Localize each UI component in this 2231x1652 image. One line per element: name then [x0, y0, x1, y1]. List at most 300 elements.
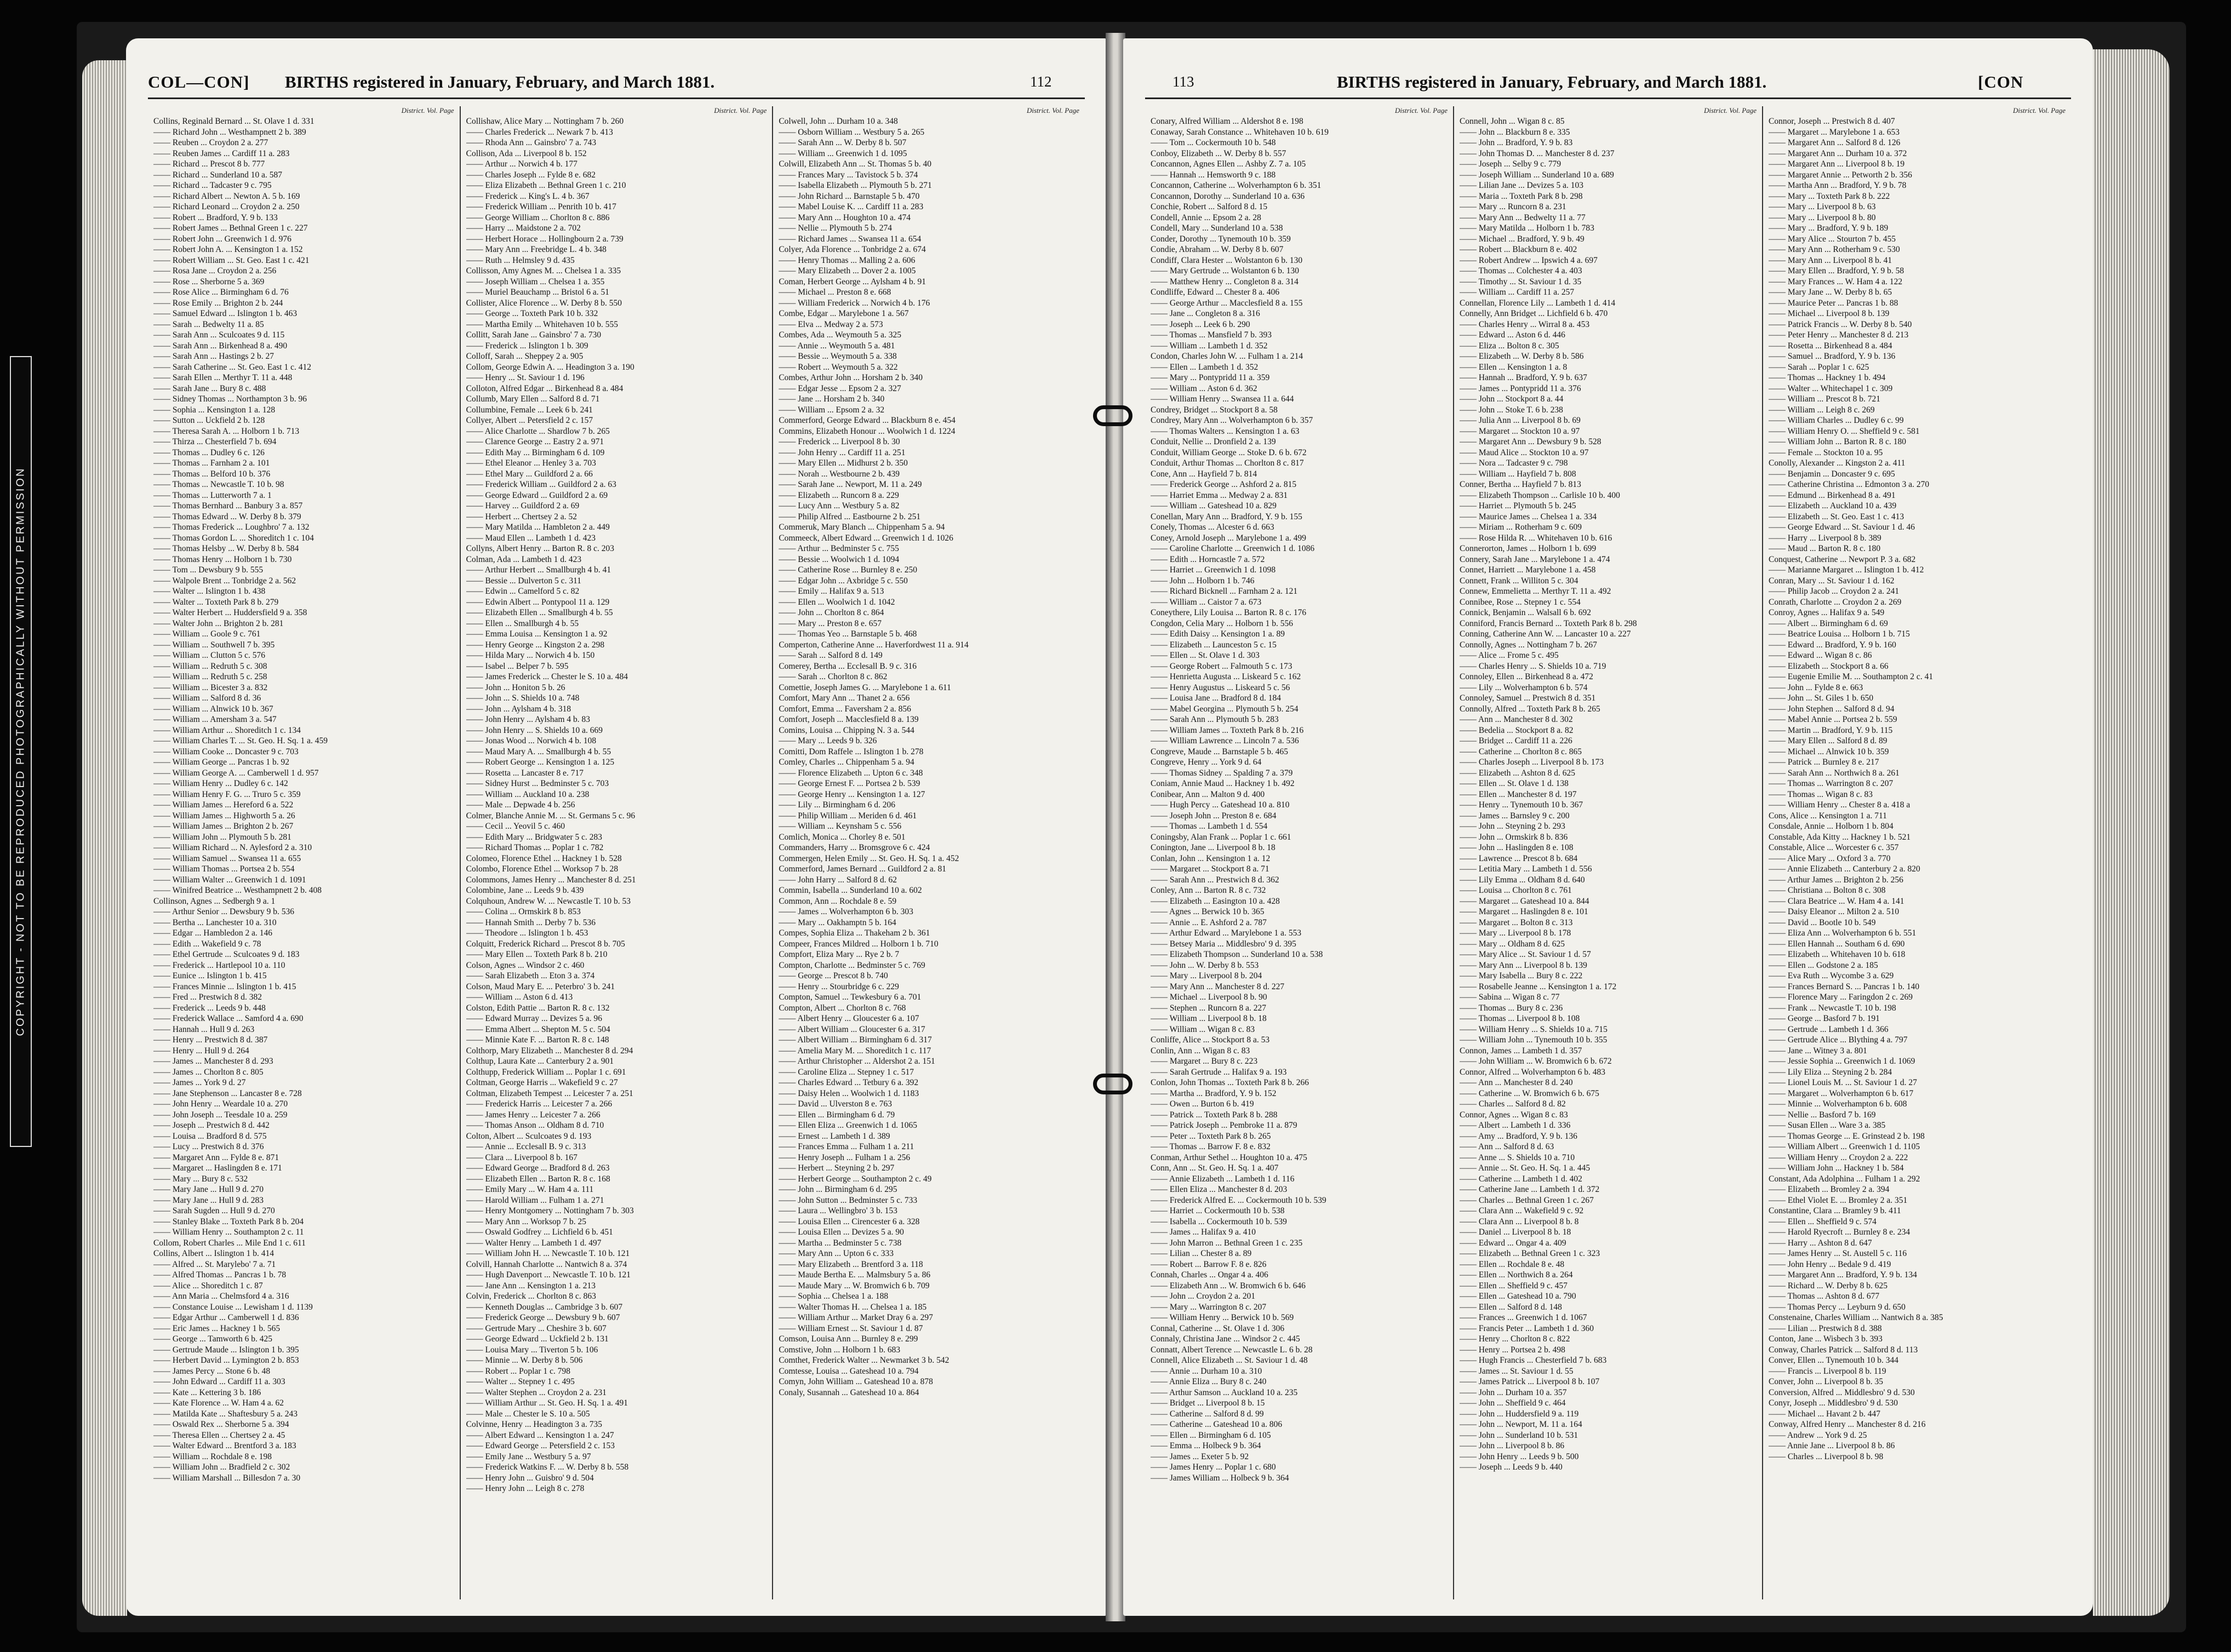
register-entry: —— William George ... Pancras 1 b. 92 — [153, 758, 290, 767]
register-entry: —— Thomas ... Lutterworth 7 a. 1 — [153, 490, 272, 500]
register-entry: —— Charles ... Liverpool 8 b. 98 — [1769, 1452, 1884, 1461]
register-entry: Connett, Frank ... Williton 5 c. 304 — [1460, 576, 1578, 586]
register-entry: Conman, Arthur Sethel ... Houghton 10 a. 475 — [1151, 1152, 1307, 1162]
register-entry: —— William ... Southwell 7 b. 395 — [153, 640, 275, 650]
register-entry: —— Lionel Louis M. ... St. Saviour 1 d. 27 — [1769, 1078, 1917, 1087]
register-entry: —— William ... Greenwich 1 d. 1095 — [779, 148, 907, 158]
right-column-1 — [1145, 106, 1454, 1599]
register-entry: —— Ellen ... Northwich 8 a. 264 — [1460, 1270, 1573, 1280]
register-entry: —— Lily ... Birmingham 6 d. 206 — [779, 800, 896, 810]
register-entry: —— Hannah ... Hemsworth 9 c. 188 — [1151, 170, 1276, 180]
register-entry: —— William Walter ... Greenwich 1 d. 1091 — [153, 875, 306, 885]
register-entry: —— William ... Redruth 5 c. 258 — [153, 672, 267, 681]
register-entry: —— Mary Gertrude ... Wolstanton 6 b. 130 — [1151, 266, 1299, 276]
register-entry: Constenaine, Charles William ... Nantwich 8 a. 385 — [1769, 1313, 1943, 1322]
register-entry: Connery, Sarah Jane ... Marylebone 1 a. 474 — [1460, 554, 1610, 564]
register-entry: —— Frederick ... Liverpool 8 b. 30 — [779, 437, 900, 446]
register-entry: —— Frederick George ... Ashford 2 a. 815 — [1151, 480, 1297, 489]
register-entry: —— Henry ... Stourbridge 6 c. 229 — [779, 982, 899, 991]
register-entry: —— Sophia ... Chelsea 1 a. 188 — [779, 1292, 889, 1301]
register-entry: —— Samuel ... Bradford, Y. 9 b. 136 — [1769, 352, 1896, 361]
register-entry: —— George Arthur ... Macclesfield 8 a. 155 — [1151, 298, 1303, 308]
register-entry: —— Rose Hilda R. ... Whitehaven 10 b. 616 — [1460, 533, 1612, 543]
register-entry: —— Emma ... Holbeck 9 b. 364 — [1151, 1441, 1261, 1450]
register-entry: —— Thomas Edward ... W. Derby 8 b. 379 — [153, 512, 301, 521]
register-entry: —— Edward ... Ongar 4 a. 409 — [1460, 1238, 1566, 1248]
register-entry: —— Elizabeth Thompson ... Sunderland 10 a. 538 — [1151, 950, 1323, 959]
register-entry: —— Richard Albert ... Newton A. 5 b. 169 — [153, 191, 300, 201]
register-entry: —— Mary Ann ... Liverpool 8 b. 139 — [1460, 960, 1587, 970]
register-entry: —— George Robert ... Falmouth 5 c. 173 — [1151, 661, 1292, 671]
register-entry: —— Elizabeth ... St. Geo. East 1 c. 413 — [1769, 512, 1904, 521]
register-entry: Compes, Sophia Eliza ... Thakeham 2 b. 361 — [779, 928, 930, 938]
register-entry: Conchie, Robert ... Salford 8 d. 15 — [1151, 202, 1268, 211]
register-entry: Conduit, William George ... Stoke D. 6 b. 672 — [1151, 448, 1307, 457]
register-entry: Conduit, Nellie ... Dronfield 2 a. 139 — [1151, 437, 1276, 446]
register-entry: —— Emma Louisa ... Kensington 1 a. 92 — [466, 629, 608, 639]
register-entry: Conner, Bertha ... Hayfield 7 b. 813 — [1460, 480, 1581, 489]
register-entry: —— Frances Bernard S. ... Pancras 1 b. 140 — [1769, 982, 1920, 991]
register-entry: —— Mary ... Runcorn 8 a. 231 — [1460, 202, 1566, 211]
register-entry: —— Edgar John ... Axbridge 5 c. 550 — [779, 576, 908, 586]
register-entry: —— John ... Fylde 8 e. 663 — [1769, 682, 1863, 692]
register-entry: —— Gertrude Mary ... Cheshire 3 b. 607 — [466, 1323, 607, 1333]
register-entry: —— Elizabeth ... Bethnal Green 1 c. 323 — [1460, 1249, 1600, 1258]
register-entry: —— Francis Peter ... Lambeth 1 d. 360 — [1460, 1323, 1594, 1333]
register-entry: —— George Edward ... St. Saviour 1 d. 46 — [1769, 523, 1915, 532]
register-entry: Connaly, Christina Jane ... Windsor 2 c. 445 — [1151, 1334, 1300, 1344]
register-entry: —— Arthur Samson ... Auckland 10 a. 235 — [1151, 1387, 1298, 1397]
register-entry: —— William ... Redruth 5 c. 308 — [153, 661, 267, 671]
register-entry: Collishaw, Alice Mary ... Nottingham 7 b. 260 — [466, 117, 624, 126]
register-entry: —— Hilda Mary ... Norwich 4 b. 150 — [466, 651, 595, 660]
register-entry: Combe, Edgar ... Marylebone 1 a. 567 — [779, 309, 909, 318]
register-entry: —— William Charles ... Dudley 6 c. 99 — [1769, 416, 1904, 425]
register-entry: —— John Marron ... Bethnal Green 1 c. 235 — [1151, 1238, 1303, 1248]
register-entry: —— Mary Alice ... Stourton 7 b. 455 — [1769, 234, 1896, 244]
register-entry: —— James Frederick ... Chester le S. 10 a. 484 — [466, 672, 628, 681]
register-entry: —— Herbert ... Steyning 2 b. 297 — [779, 1163, 895, 1173]
register-entry: —— Margaret ... Wolverhampton 6 b. 617 — [1769, 1088, 1914, 1098]
register-entry: Coltman, Elizabeth Tempest ... Leicester 7 a. 251 — [466, 1088, 633, 1098]
register-entry: —— Richard ... Sunderland 10 a. 587 — [153, 170, 283, 180]
register-entry: —— Annie ... Ecclesall B. 9 c. 313 — [466, 1142, 586, 1151]
register-entry: —— Minnie ... Wolverhampton 6 b. 608 — [1769, 1099, 1907, 1109]
register-entry: —— Mary Matilda ... Hambleton 2 a. 449 — [466, 523, 610, 532]
register-entry: —— Frances Mary ... Tavistock 5 b. 374 — [779, 170, 918, 180]
register-entry: —— James ... Halifax 9 a. 410 — [1151, 1227, 1256, 1237]
register-entry: —— Herbert George ... Southampton 2 c. 49 — [779, 1174, 932, 1184]
register-entry: Colman, Ada ... Lambeth 1 d. 423 — [466, 554, 582, 564]
register-entry: —— Ann Maria ... Chelmsford 4 a. 316 — [153, 1292, 289, 1301]
register-entry: Common, Ann ... Rochdale 8 e. 59 — [779, 896, 897, 906]
register-entry: —— James ... Wolverhampton 6 b. 303 — [779, 907, 913, 916]
register-entry: —— Hannah ... Hull 9 d. 263 — [153, 1024, 255, 1034]
register-entry: Condrey, Mary Ann ... Wolverhampton 6 b. 357 — [1151, 416, 1313, 425]
register-entry: —— Robert William ... St. Geo. East 1 c. 421 — [153, 255, 310, 265]
register-entry: —— Martha ... Bradford, Y. 9 b. 152 — [1151, 1088, 1277, 1098]
register-entry: —— Eliza Elizabeth ... Bethnal Green 1 c. 210 — [466, 181, 626, 190]
register-entry: —— William ... Lambeth 1 d. 352 — [1151, 341, 1268, 351]
register-entry: —— Edgar Jesse ... Epsom 2 a. 327 — [779, 383, 901, 393]
register-entry: —— Edgar Arthur ... Camberwell 1 d. 836 — [153, 1313, 299, 1322]
register-entry: —— Margaret Ann ... Salford 8 d. 126 — [1769, 138, 1901, 147]
register-entry: —— Benjamin ... Doncaster 9 c. 695 — [1769, 469, 1895, 479]
register-entry: —— Mary Matilda ... Holborn 1 b. 783 — [1460, 223, 1594, 233]
register-entry: Connolly, Agnes ... Nottingham 7 b. 267 — [1460, 640, 1597, 650]
register-entry: —— John ... Croydon 2 a. 201 — [1151, 1292, 1256, 1301]
register-entry: —— Mary Elizabeth ... Brentford 3 a. 118 — [779, 1259, 923, 1269]
register-entry: Comfort, Mary Ann ... Thanet 2 a. 656 — [779, 693, 910, 703]
register-entry: —— Clara Ann ... Wakefield 9 c. 92 — [1460, 1206, 1584, 1215]
register-entry: —— Annie ... Weymouth 5 a. 481 — [779, 341, 895, 351]
register-entry: —— Philip Alfred ... Eastbourne 2 b. 251 — [779, 512, 921, 521]
register-entry: —— Mary Ellen ... Salford 8 d. 89 — [1769, 736, 1887, 745]
register-entry: —— Kate Florence ... W. Ham 4 a. 62 — [153, 1398, 284, 1408]
register-entry: —— William ... Leigh 8 c. 269 — [1769, 405, 1875, 415]
register-entry: Concannon, Dorothy ... Sunderland 10 a. 636 — [1151, 191, 1305, 201]
register-entry: —— Albert Henry ... Gloucester 6 a. 107 — [779, 1014, 919, 1023]
register-entry: —— Ellen ... Godstone 2 a. 185 — [1769, 960, 1878, 970]
register-entry: —— William ... Amersham 3 a. 547 — [153, 715, 277, 724]
register-entry: —— Charles Henry ... S. Shields 10 a. 719 — [1460, 661, 1606, 671]
register-entry: —— Alice Mary ... Oxford 3 a. 770 — [1769, 853, 1891, 863]
register-entry: Commerford, James Bernard ... Guildford 2 a. 81 — [779, 864, 946, 874]
register-entry: —— Clarence George ... Eastry 2 a. 971 — [466, 437, 604, 446]
register-entry: —— Mary ... Liverpool 8 b. 178 — [1460, 928, 1571, 938]
register-entry: —— Thomas ... Mansfield 7 b. 393 — [1151, 330, 1272, 340]
register-entry: Coltman, George Harris ... Wakefield 9 c. 27 — [466, 1078, 618, 1087]
register-entry: —— Thomas ... Newcastle T. 10 b. 98 — [153, 480, 284, 489]
ring-icon — [1093, 1074, 1132, 1094]
register-entry: —— Bedelia ... Stockport 8 a. 82 — [1460, 725, 1574, 735]
register-entry: —— Hannah ... Bradford, Y. 9 b. 637 — [1460, 373, 1587, 382]
register-entry: Connick, Benjamin ... Walsall 6 b. 692 — [1460, 608, 1591, 617]
register-entry: —— Theodore ... Islington 1 b. 453 — [466, 928, 588, 938]
register-entry: —— Edward ... Wigan 8 c. 86 — [1769, 651, 1872, 660]
register-entry: —— Annie Eliza ... Bury 8 c. 240 — [1151, 1377, 1267, 1386]
register-entry: —— William James ... Hereford 6 a. 522 — [153, 800, 294, 810]
register-entry: —— William ... Alnwick 10 b. 367 — [153, 704, 273, 714]
register-entry: —— William John ... Tynemouth 10 b. 355 — [1460, 1035, 1608, 1045]
register-entry: —— John ... Honiton 5 b. 26 — [466, 682, 565, 692]
register-entry: —— John Stephen ... Salford 8 d. 94 — [1769, 704, 1895, 714]
register-entry: Colvinne, Henry ... Headington 3 a. 735 — [466, 1420, 603, 1429]
register-entry: —— Mary ... Bradford, Y. 9 b. 189 — [1769, 223, 1889, 233]
register-entry: —— Peter ... Toxteth Park 8 b. 265 — [1151, 1131, 1271, 1141]
register-entry: —— Elizabeth ... Auckland 10 a. 439 — [1769, 501, 1897, 510]
register-entry: —— Maud Ellen ... Lambeth 1 d. 423 — [466, 533, 596, 543]
register-entry: —— Mary Jane ... Hull 9 d. 270 — [153, 1185, 264, 1194]
register-entry: —— Richard James ... Swansea 11 a. 654 — [779, 234, 922, 244]
register-entry: —— Mary Ann ... Manchester 8 d. 227 — [1151, 982, 1285, 991]
register-entry: —— Arthur Edward ... Marylebone 1 a. 553 — [1151, 928, 1302, 938]
register-entry: —— Catherine Christina ... Edmonton 3 a. 270 — [1769, 480, 1930, 489]
register-entry: —— Mary Ellen ... Toxteth Park 8 b. 210 — [466, 950, 608, 959]
register-entry: Condon, Charles John W. ... Fulham 1 a. 214 — [1151, 352, 1303, 361]
register-entry: —— Clara Beatrice ... W. Ham 4 a. 141 — [1769, 896, 1904, 906]
register-entry: —— John ... Liverpool 8 b. 86 — [1460, 1441, 1565, 1450]
copyright-text: COPYRIGHT - NOT TO BE REPRODUCED PHOTOGRAPHICALLY WITHOUT PERMISSION — [14, 467, 27, 1036]
register-entry: Conver, Ellen ... Tynemouth 10 b. 344 — [1769, 1356, 1898, 1365]
register-entry: —— Mary Elizabeth ... Dover 2 a. 1005 — [779, 266, 916, 276]
register-entry: —— Louisa Ellen ... Cirencester 6 a. 328 — [779, 1217, 920, 1226]
register-entry: —— Thomas ... Lambeth 1 d. 554 — [1151, 822, 1268, 831]
register-entry: Commanders, Harry ... Bromsgrove 6 c. 424 — [779, 843, 930, 852]
register-entry: —— Eliza Ann ... Wolverhampton 6 b. 551 — [1769, 928, 1917, 938]
register-entry: Collisson, Amy Agnes M. ... Chelsea 1 a. 335 — [466, 266, 621, 276]
register-entry: —— Sarah Gertrude ... Halifax 9 a. 193 — [1151, 1067, 1287, 1077]
register-entry: —— Timothy ... St. Saviour 1 d. 35 — [1460, 277, 1582, 286]
register-entry: —— Elizabeth ... Whitehaven 10 b. 618 — [1769, 950, 1906, 959]
register-entry: —— John Joseph ... Teesdale 10 a. 259 — [153, 1110, 288, 1120]
register-entry: —— Maud ... Barton R. 8 c. 180 — [1769, 544, 1881, 553]
register-entry: —— Rosetta ... Birkenhead 8 a. 484 — [1769, 341, 1892, 351]
register-entry: —— Isabella ... Cockermouth 10 b. 539 — [1151, 1217, 1287, 1226]
register-entry: —— William ... Clutton 5 c. 576 — [153, 651, 266, 660]
register-entry: —— Betsey Maria ... Middlesbro' 9 d. 395 — [1151, 939, 1296, 949]
register-entry: —— John Thomas D. ... Manchester 8 d. 237 — [1460, 148, 1615, 158]
register-entry: —— Mary Ann ... Houghton 10 a. 474 — [779, 213, 911, 222]
register-entry: —— Frederick Harris ... Leicester 7 a. 266 — [466, 1099, 613, 1109]
register-entry: —— Edward ... Aston 6 d. 446 — [1460, 330, 1565, 340]
register-entry: —— Female ... Stockton 10 a. 95 — [1769, 448, 1883, 457]
binder-ring-lower — [1088, 1074, 1142, 1095]
register-entry: —— Minnie Kate F. ... Barton R. 8 c. 148 — [466, 1035, 609, 1045]
register-entry: —— Charles ... Bethnal Green 1 c. 267 — [1460, 1195, 1594, 1205]
register-entry: —— Samuel Edward ... Islington 1 b. 463 — [153, 309, 298, 318]
register-entry: Conyr, Joseph ... Middlesbro' 9 d. 530 — [1769, 1398, 1898, 1408]
register-entry: —— Ethel Mary ... Guildford 2 a. 66 — [466, 469, 593, 479]
register-entry: Collyns, Albert Henry ... Barton R. 8 c. 203 — [466, 544, 615, 553]
register-entry: —— Joseph ... Leek 6 b. 290 — [1151, 319, 1250, 329]
register-entry: —— Sabina ... Wigan 8 c. 77 — [1460, 993, 1560, 1002]
register-entry: —— Frederick William ... Penrith 10 b. 417 — [466, 202, 616, 211]
register-entry: —— John ... Birmingham 6 d. 295 — [779, 1185, 897, 1194]
column-header: District. Vol. Page — [1703, 106, 1757, 114]
register-entry: —— Bessie ... Dulverton 5 c. 311 — [466, 576, 582, 586]
register-entry: —— Mabel Georgina ... Plymouth 5 b. 254 — [1151, 704, 1298, 714]
register-entry: —— Louisa Mary ... Tiverton 5 b. 106 — [466, 1345, 598, 1355]
register-entry: —— Mary ... Pontypridd 11 a. 359 — [1151, 373, 1270, 382]
register-entry: —— Mary Jane ... W. Derby 8 b. 65 — [1769, 288, 1892, 297]
register-entry: —— Thomas ... Barrow F. 8 e. 832 — [1151, 1142, 1271, 1151]
register-entry: —— Maurice James ... Chelsea 1 a. 334 — [1460, 512, 1597, 521]
register-entry: Colwell, John ... Durham 10 a. 348 — [779, 117, 898, 126]
register-entry: —— Sarah ... Bedwelty 11 a. 85 — [153, 319, 264, 329]
register-entry: —— Walter Thomas H. ... Chelsea 1 a. 185 — [779, 1302, 927, 1312]
register-entry: —— Peter Henry ... Manchester 8 d. 213 — [1769, 330, 1909, 340]
register-entry: —— Laura ... Wellingbro' 3 b. 153 — [779, 1206, 897, 1215]
register-entry: —— Walter Herbert ... Huddersfield 9 a. 358 — [153, 608, 307, 617]
register-entry: —— Joseph John ... Preston 8 e. 684 — [1151, 811, 1277, 821]
register-entry: Connibee, Rose ... Stepney 1 c. 554 — [1460, 597, 1581, 607]
register-entry: Colthupp, Frederick William ... Poplar 1 c. 691 — [466, 1067, 626, 1077]
register-entry: Connolly, Alfred ... Toxteth Park 8 b. 265 — [1460, 704, 1600, 714]
register-entry: —— Frank ... Newcastle T. 10 b. 198 — [1769, 1003, 1896, 1013]
register-entry: —— Thomas Sidney ... Spalding 7 a. 379 — [1151, 768, 1293, 778]
right-column-3 — [1763, 106, 2071, 1599]
register-entry: Conaway, Sarah Constance ... Whitehaven 10 b. 619 — [1151, 127, 1329, 137]
register-entry: —— Margaret ... Bolton 8 c. 313 — [1460, 917, 1573, 927]
register-entry: —— Walter John ... Brighton 2 b. 281 — [153, 618, 284, 628]
register-entry: —— Sarah Elizabeth ... Eton 3 a. 374 — [466, 971, 595, 980]
register-entry: —— Mary Ellen ... Midhurst 2 b. 350 — [779, 458, 908, 468]
register-entry: —— Michael ... Preston 8 e. 668 — [779, 288, 891, 297]
register-entry: —— Ellen Eliza ... Manchester 8 d. 203 — [1151, 1185, 1288, 1194]
register-entry: —— William Richard ... N. Aylesford 2 a. 310 — [153, 843, 312, 852]
register-entry: —— Thomas ... Belford 10 b. 376 — [153, 469, 271, 479]
register-entry: —— Frederick Alfred E. ... Cockermouth 10 b. 539 — [1151, 1195, 1326, 1205]
register-entry: —— Hannah Smith ... Derby 7 b. 536 — [466, 917, 596, 927]
register-entry: —— John ... Sheffield 9 c. 464 — [1460, 1398, 1566, 1408]
register-entry: Conington, Jane ... Liverpool 8 b. 18 — [1151, 843, 1275, 852]
register-entry: Connerorton, James ... Holborn 1 b. 699 — [1460, 544, 1597, 553]
register-entry: —— Nellie ... Plymouth 5 b. 274 — [779, 223, 893, 233]
register-entry: —— Edith Mary ... Bridgwater 5 c. 283 — [466, 832, 603, 842]
register-entry: —— Thomas ... Warrington 8 c. 207 — [1769, 779, 1894, 788]
register-entry: —— Male ... Depwade 4 b. 256 — [466, 800, 575, 810]
right-section-code: [CON — [1978, 72, 2024, 91]
register-entry: —— Sarah Jane ... Bury 8 c. 488 — [153, 383, 266, 393]
register-entry: Commeruk, Mary Blanch ... Chippenham 5 a. 94 — [779, 523, 945, 532]
register-entry: —— Lily Eliza ... Steyning 2 b. 284 — [1769, 1067, 1892, 1077]
register-entry: —— Nellie ... Basford 7 b. 169 — [1769, 1110, 1876, 1120]
register-entry: Conver, John ... Liverpool 8 b. 35 — [1769, 1377, 1884, 1386]
register-entry: —— Henry ... Hull 9 d. 264 — [153, 1046, 249, 1056]
register-entry: —— Robert ... Poplar 1 c. 798 — [466, 1366, 570, 1376]
register-entry: —— Ellen ... Manchester 8 d. 197 — [1460, 789, 1577, 799]
register-entry: —— Albert ... Lambeth 1 d. 336 — [1460, 1121, 1571, 1130]
register-entry: —— John ... St. Giles 1 b. 650 — [1769, 693, 1874, 703]
register-entry: —— Sarah Ann ... Prestwich 8 d. 362 — [1151, 875, 1279, 885]
left-column-1 — [148, 106, 461, 1599]
register-entry: —— Margaret Ann ... Durham 10 a. 372 — [1769, 148, 1907, 158]
register-entry: —— William ... Liverpool 8 b. 18 — [1151, 1014, 1267, 1023]
register-entry: Colommons, James Henry ... Manchester 8 d. 251 — [466, 875, 636, 885]
register-entry: Connor, Agnes ... Wigan 8 c. 83 — [1460, 1110, 1568, 1120]
register-entry: —— John Henry ... Bedale 9 d. 419 — [1769, 1259, 1891, 1269]
register-entry: —— William Henry ... Swansea 11 a. 644 — [1151, 394, 1294, 404]
register-entry: Connell, Alice Elizabeth ... St. Saviour 1 d. 48 — [1151, 1356, 1308, 1365]
register-entry: —— Sarah Ann ... Sculcoates 9 d. 115 — [153, 330, 285, 340]
register-entry: —— Florence Elizabeth ... Upton 6 c. 348 — [779, 768, 923, 778]
register-entry: Commeeck, Albert Edward ... Greenwich 1 d. 1026 — [779, 533, 953, 543]
register-entry: —— Clara Ann ... Liverpool 8 b. 8 — [1460, 1217, 1579, 1226]
register-entry: —— Thomas Walters ... Kensington 1 a. 63 — [1151, 426, 1300, 436]
register-entry: —— John Henry ... Weardale 10 a. 270 — [153, 1099, 288, 1109]
register-entry: —— Mary ... Toxteth Park 8 b. 222 — [1769, 191, 1890, 201]
register-entry: —— Richard John ... Westhampnett 2 b. 389 — [153, 127, 306, 137]
register-entry: —— Jane ... Horsham 2 b. 340 — [779, 394, 885, 404]
register-entry: —— Alice ... Shoreditch 1 c. 87 — [153, 1281, 263, 1290]
register-entry: —— Charles Edward ... Tetbury 6 a. 392 — [779, 1078, 919, 1087]
register-entry: —— Sarah Ann ... Hastings 2 b. 27 — [153, 352, 274, 361]
register-entry: —— Sarah Sugden ... Hull 9 d. 270 — [153, 1206, 275, 1215]
register-entry: —— William Lawrence ... Lincoln 7 a. 536 — [1151, 736, 1299, 745]
register-entry: —— Frederick William ... Guildford 2 a. 63 — [466, 480, 616, 489]
register-entry: —— George Ernest F. ... Portsea 2 b. 539 — [779, 779, 920, 788]
register-entry: —— David ... Bootle 10 b. 549 — [1769, 917, 1876, 927]
register-entry: —— Joseph ... Selby 9 c. 779 — [1460, 159, 1561, 169]
register-entry: —— Frances Emma ... Fulham 1 a. 211 — [779, 1142, 914, 1151]
register-entry: —— Arthur Christopher ... Aldershot 2 a. 151 — [779, 1057, 935, 1066]
register-entry: —— George William ... Chorlton 8 c. 886 — [466, 213, 610, 222]
register-entry: —— Arthur ... Norwich 4 b. 177 — [466, 159, 577, 169]
register-entry: —— John ... W. Derby 8 b. 553 — [1151, 960, 1259, 970]
register-entry: —— Maude Mary ... W. Bromwich 6 b. 709 — [779, 1281, 930, 1290]
register-entry: —— Thomas Yeo ... Barnstaple 5 b. 468 — [779, 629, 917, 639]
register-entry: Consdale, Annie ... Holborn 1 b. 804 — [1769, 822, 1894, 831]
register-entry: —— Bridget ... Cardiff 11 a. 226 — [1460, 736, 1572, 745]
register-entry: —— Sidney Thomas ... Northampton 3 b. 96 — [153, 394, 307, 404]
register-entry: —— John ... Newport, M. 11 a. 164 — [1460, 1420, 1582, 1429]
register-entry: —— William ... Epsom 2 a. 32 — [779, 405, 885, 415]
register-entry: Connet, Harriett ... Marylebone 1 a. 458 — [1460, 565, 1596, 575]
register-entry: —— Edith ... Wakefield 9 c. 78 — [153, 939, 261, 949]
register-entry: —— Harry ... Ashton 8 d. 647 — [1769, 1238, 1872, 1248]
register-entry: —— Edmund ... Birkenhead 8 a. 491 — [1769, 490, 1896, 500]
register-entry: —— John Henry ... Aylsham 4 b. 83 — [466, 715, 591, 724]
register-entry: —— James Henry ... St. Austell 5 c. 116 — [1769, 1249, 1907, 1258]
register-entry: —— Harriet Emma ... Medway 2 a. 831 — [1151, 490, 1288, 500]
register-entry: Colloff, Sarah ... Sheppey 2 a. 905 — [466, 352, 584, 361]
register-entry: Condrey, Bridget ... Stockport 8 a. 58 — [1151, 405, 1278, 415]
register-entry: —— Harold Ryecroft ... Burnley 8 e. 234 — [1769, 1227, 1910, 1237]
register-entry: Cone, Ann ... Hayfield 7 b. 814 — [1151, 469, 1257, 479]
register-entry: Colvill, Hannah Charlotte ... Nantwich 8 a. 374 — [466, 1259, 627, 1269]
register-entry: —— Eugenie Emilie M. ... Southampton 2 c. 41 — [1769, 672, 1933, 681]
register-entry: Conning, Catherine Ann W. ... Lancaster 10 a. 227 — [1460, 629, 1631, 639]
register-entry: —— Joseph William ... Chelsea 1 a. 355 — [466, 277, 605, 286]
register-entry: —— Winifred Beatrice ... Westhampnett 2 b. 408 — [153, 886, 322, 895]
register-entry: —— Annie Jane ... Liverpool 8 b. 86 — [1769, 1441, 1895, 1450]
register-entry: —— Harvey ... Guildford 2 a. 69 — [466, 501, 580, 510]
register-entry: —— Martha Emily ... Whitehaven 10 b. 555 — [466, 319, 619, 329]
register-entry: Comstive, John ... Holborn 1 b. 683 — [779, 1345, 901, 1355]
register-entry: —— John Henry ... Leeds 9 b. 500 — [1460, 1452, 1579, 1461]
register-entry: —— Harriet ... Cockermouth 10 b. 538 — [1151, 1206, 1285, 1215]
register-entry: —— William ... Bicester 3 a. 832 — [153, 682, 268, 692]
register-entry: —— Frances Minnie ... Islington 1 b. 415 — [153, 982, 296, 991]
register-entry: Colson, Maud Mary E. ... Peterbro' 3 b. 241 — [466, 982, 615, 991]
register-entry: —— Emma Albert ... Shepton M. 5 c. 504 — [466, 1024, 610, 1034]
register-entry: —— Henry John ... Guisbro' 9 d. 504 — [466, 1473, 594, 1483]
register-entry: —— William ... Cardiff 11 a. 257 — [1460, 288, 1575, 297]
register-entry: —— Constance Louise ... Lewisham 1 d. 1139 — [153, 1302, 313, 1312]
register-entry: —— William ... Salford 8 d. 36 — [153, 693, 261, 703]
register-entry: —— William Samuel ... Swansea 11 a. 655 — [153, 853, 301, 863]
left-page-title: BIRTHS registered in January, February, and March 1881. — [285, 72, 715, 91]
register-entry: —— Harriet ... Greenwich 1 d. 1098 — [1151, 565, 1276, 575]
register-entry: —— Kenneth Douglas ... Cambridge 3 b. 607 — [466, 1302, 623, 1312]
register-entry: —— John ... Blackburn 8 e. 335 — [1460, 127, 1570, 137]
register-entry: —— Margaret ... Marylebone 1 a. 653 — [1769, 127, 1900, 137]
register-entry: Conaly, Susannah ... Gateshead 10 a. 864 — [779, 1387, 919, 1397]
register-entry: —— Margaret ... Gateshead 10 a. 844 — [1460, 896, 1589, 906]
register-entry: —— Annie Elizabeth ... Lambeth 1 d. 116 — [1151, 1174, 1295, 1184]
register-entry: —— Tom ... Dewsbury 9 b. 555 — [153, 565, 264, 575]
register-entry: —— Elizabeth Ellen ... Barton R. 8 c. 168 — [466, 1174, 610, 1184]
ring-icon — [1093, 405, 1132, 426]
register-entry: —— Albert ... Birmingham 6 d. 69 — [1769, 618, 1888, 628]
register-entry: —— John ... Durham 10 a. 357 — [1460, 1387, 1567, 1397]
register-entry: —— John Henry ... S. Shields 10 a. 669 — [466, 725, 603, 735]
register-entry: —— Edward Murray ... Devizes 5 a. 96 — [466, 1014, 603, 1023]
register-entry: Conversion, Alfred ... Middlesbro' 9 d. 530 — [1769, 1387, 1915, 1397]
register-entry: —— Eunice ... Islington 1 b. 415 — [153, 971, 267, 980]
register-entry: —— Patrick ... Toxteth Park 8 b. 288 — [1151, 1110, 1278, 1120]
